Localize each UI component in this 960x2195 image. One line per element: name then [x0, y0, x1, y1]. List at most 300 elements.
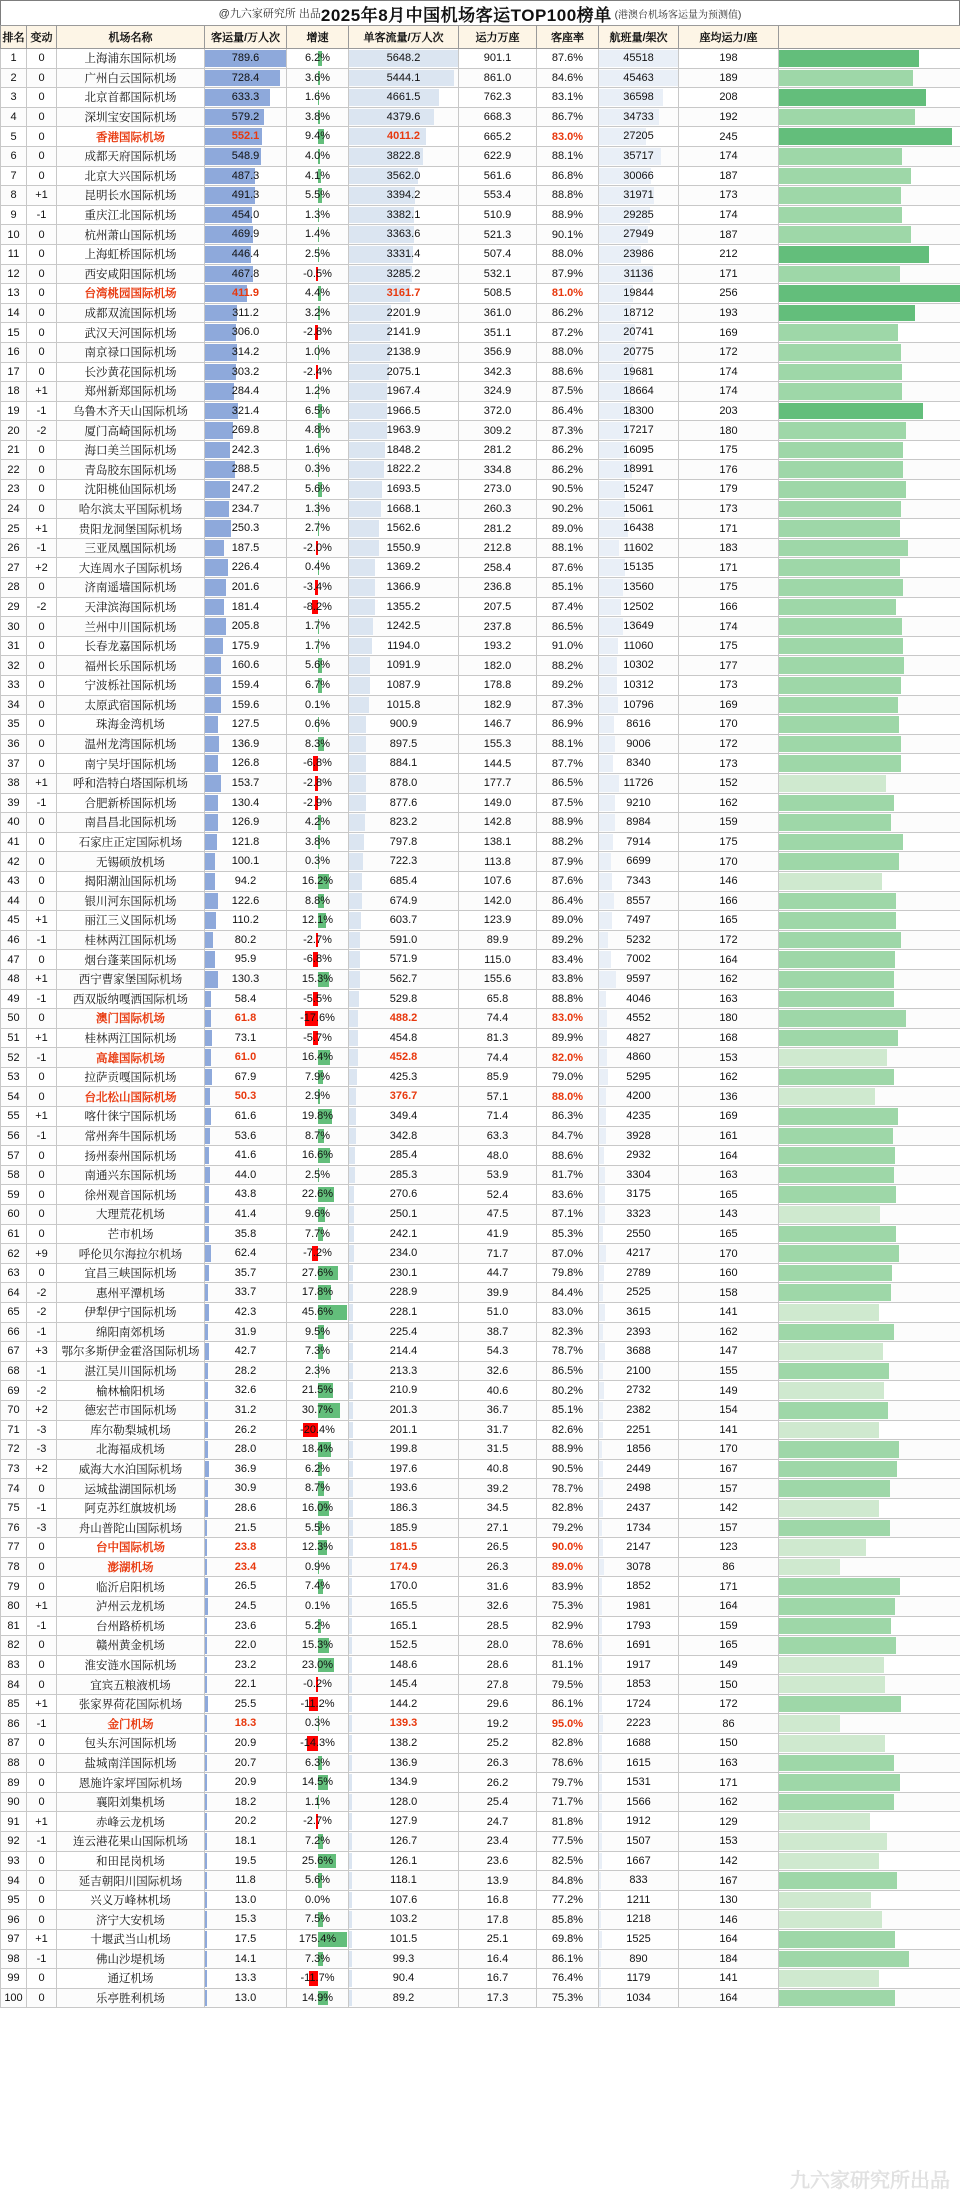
cell-seat-bar	[779, 1792, 960, 1812]
cell-load-factor: 80.2%	[537, 1381, 599, 1401]
cell-airport-name: 西双版纳嘎洒国际机场	[57, 989, 205, 1009]
cell-change: 0	[27, 1871, 57, 1891]
cell-flights: 5295	[599, 1067, 679, 1087]
cell-growth: 5.6%	[287, 656, 349, 676]
cell-change: +1	[27, 1812, 57, 1832]
table-row	[1, 303, 960, 323]
cell-capacity: 40.8	[459, 1459, 537, 1479]
cell-seat-bar	[779, 695, 960, 715]
cell-monthly-pax: 210.9	[349, 1381, 459, 1401]
cell-load-factor: 83.8%	[537, 969, 599, 989]
cell-monthly-pax: 152.5	[349, 1636, 459, 1656]
cell-passenger-volume: 28.2	[205, 1361, 287, 1381]
cell-seat-bar	[779, 1048, 960, 1068]
cell-flights: 7497	[599, 911, 679, 931]
cell-monthly-pax: 3382.1	[349, 205, 459, 225]
cell-capacity: 351.1	[459, 323, 537, 343]
cell-airport-name: 兴义万峰林机场	[57, 1890, 205, 1910]
table-header-row	[1, 26, 960, 49]
cell-rank: 59	[1, 1185, 27, 1205]
cell-flights: 31971	[599, 186, 679, 206]
cell-monthly-pax: 884.1	[349, 754, 459, 774]
cell-seats-per-flight: 164	[679, 1146, 779, 1166]
cell-change: 0	[27, 1224, 57, 1244]
cell-seat-bar	[779, 1440, 960, 1460]
cell-rank: 86	[1, 1714, 27, 1734]
cell-flights: 13649	[599, 617, 679, 637]
title-suffix: (港澳台机场客运量为预测值)	[614, 9, 742, 21]
cell-seats-per-flight: 189	[679, 68, 779, 88]
cell-capacity: 74.4	[459, 1009, 537, 1029]
cell-airport-name: 南宁吴圩国际机场	[57, 754, 205, 774]
cell-flights: 18712	[599, 303, 679, 323]
cell-airport-name: 包头东河国际机场	[57, 1734, 205, 1754]
cell-seats-per-flight: 149	[679, 1381, 779, 1401]
cell-load-factor: 83.6%	[537, 1185, 599, 1205]
cell-airport-name: 福州长乐国际机场	[57, 656, 205, 676]
cell-capacity: 17.8	[459, 1910, 537, 1930]
cell-monthly-pax: 1015.8	[349, 695, 459, 715]
cell-rank: 84	[1, 1675, 27, 1695]
cell-change: 0	[27, 244, 57, 264]
cell-seats-per-flight: 174	[679, 617, 779, 637]
cell-rank: 65	[1, 1303, 27, 1323]
cell-monthly-pax: 1087.9	[349, 676, 459, 696]
cell-passenger-volume: 226.4	[205, 558, 287, 578]
cell-rank: 41	[1, 832, 27, 852]
cell-capacity: 281.2	[459, 440, 537, 460]
cell-seats-per-flight: 162	[679, 969, 779, 989]
cell-passenger-volume: 159.6	[205, 695, 287, 715]
cell-capacity: 553.4	[459, 186, 537, 206]
cell-flights: 1034	[599, 1988, 679, 2008]
cell-monthly-pax: 1562.6	[349, 519, 459, 539]
cell-monthly-pax: 128.0	[349, 1792, 459, 1812]
cell-change: 0	[27, 891, 57, 911]
cell-seat-bar	[779, 1224, 960, 1244]
cell-passenger-volume: 35.7	[205, 1263, 287, 1283]
cell-growth: 0.6%	[287, 715, 349, 735]
cell-airport-name: 鄂尔多斯伊金霍洛国际机场	[57, 1342, 205, 1362]
cell-airport-name: 赤峰云龙机场	[57, 1812, 205, 1832]
cell-airport-name: 徐州观音国际机场	[57, 1185, 205, 1205]
cell-seat-bar	[779, 1459, 960, 1479]
cell-rank: 49	[1, 989, 27, 1009]
cell-rank: 15	[1, 323, 27, 343]
cell-passenger-volume: 18.2	[205, 1792, 287, 1812]
cell-seat-bar	[779, 1518, 960, 1538]
cell-capacity: 13.9	[459, 1871, 537, 1891]
cell-growth: -0.5%	[287, 264, 349, 284]
cell-capacity: 39.2	[459, 1479, 537, 1499]
cell-change: -1	[27, 1126, 57, 1146]
cell-passenger-volume: 13.0	[205, 1988, 287, 2008]
cell-seat-bar	[779, 1616, 960, 1636]
cell-change: 0	[27, 871, 57, 891]
cell-passenger-volume: 159.4	[205, 676, 287, 696]
cell-change: 0	[27, 734, 57, 754]
cell-passenger-volume: 20.9	[205, 1734, 287, 1754]
cell-seats-per-flight: 146	[679, 871, 779, 891]
cell-seat-bar	[779, 460, 960, 480]
cell-growth: 23.0%	[287, 1655, 349, 1675]
cell-capacity: 665.2	[459, 127, 537, 147]
cell-growth: 5.6%	[287, 1871, 349, 1891]
column-header-4: 增速	[287, 26, 349, 49]
cell-seat-bar	[779, 1675, 960, 1695]
cell-seat-bar	[779, 205, 960, 225]
cell-change: 0	[27, 480, 57, 500]
cell-capacity: 81.3	[459, 1028, 537, 1048]
cell-passenger-volume: 187.5	[205, 538, 287, 558]
cell-change: 0	[27, 852, 57, 872]
cell-seat-bar	[779, 1636, 960, 1656]
cell-flights: 1856	[599, 1440, 679, 1460]
cell-capacity: 23.6	[459, 1851, 537, 1871]
column-header-7: 客座率	[537, 26, 599, 49]
cell-rank: 11	[1, 244, 27, 264]
cell-flights: 7002	[599, 950, 679, 970]
cell-flights: 30066	[599, 166, 679, 186]
cell-change: 0	[27, 695, 57, 715]
cell-flights: 4827	[599, 1028, 679, 1048]
table-row	[1, 1322, 960, 1342]
cell-seat-bar	[779, 1087, 960, 1107]
cell-load-factor: 86.2%	[537, 303, 599, 323]
cell-flights: 11726	[599, 773, 679, 793]
cell-growth: 4.4%	[287, 284, 349, 304]
cell-passenger-volume: 579.2	[205, 107, 287, 127]
cell-growth: 2.9%	[287, 1087, 349, 1107]
title-main: 2025年8月中国机场客运TOP100榜单	[320, 5, 612, 25]
cell-airport-name: 伊犁伊宁国际机场	[57, 1303, 205, 1323]
cell-passenger-volume: 306.0	[205, 323, 287, 343]
cell-load-factor: 79.8%	[537, 1263, 599, 1283]
cell-load-factor: 87.6%	[537, 871, 599, 891]
cell-monthly-pax: 228.1	[349, 1303, 459, 1323]
cell-load-factor: 83.0%	[537, 127, 599, 147]
cell-seat-bar	[779, 1146, 960, 1166]
cell-airport-name: 桂林两江国际机场	[57, 1028, 205, 1048]
cell-change: -1	[27, 930, 57, 950]
cell-seats-per-flight: 150	[679, 1675, 779, 1695]
cell-capacity: 85.9	[459, 1067, 537, 1087]
cell-airport-name: 拉萨贡嘎国际机场	[57, 1067, 205, 1087]
cell-rank: 90	[1, 1792, 27, 1812]
cell-flights: 35717	[599, 146, 679, 166]
cell-monthly-pax: 4379.6	[349, 107, 459, 127]
cell-airport-name: 扬州泰州国际机场	[57, 1146, 205, 1166]
cell-airport-name: 张家界荷花国际机场	[57, 1694, 205, 1714]
table-row	[1, 127, 960, 147]
cell-flights: 8340	[599, 754, 679, 774]
table-row	[1, 440, 960, 460]
cell-load-factor: 83.9%	[537, 1577, 599, 1597]
cell-capacity: 146.7	[459, 715, 537, 735]
cell-seat-bar	[779, 1322, 960, 1342]
column-header-0: 排名	[1, 26, 27, 49]
cell-passenger-volume: 42.7	[205, 1342, 287, 1362]
cell-load-factor: 88.2%	[537, 832, 599, 852]
table-row	[1, 911, 960, 931]
table-row	[1, 68, 960, 88]
cell-capacity: 53.9	[459, 1165, 537, 1185]
cell-capacity: 25.1	[459, 1930, 537, 1950]
cell-passenger-volume: 20.9	[205, 1773, 287, 1793]
cell-change: 0	[27, 715, 57, 735]
cell-seat-bar	[779, 911, 960, 931]
cell-seat-bar	[779, 969, 960, 989]
cell-passenger-volume: 95.9	[205, 950, 287, 970]
table-row	[1, 1028, 960, 1048]
cell-change: 0	[27, 107, 57, 127]
cell-change: -1	[27, 1322, 57, 1342]
cell-passenger-volume: 23.4	[205, 1557, 287, 1577]
cell-passenger-volume: 728.4	[205, 68, 287, 88]
cell-load-factor: 78.7%	[537, 1342, 599, 1362]
cell-seats-per-flight: 183	[679, 538, 779, 558]
cell-rank: 19	[1, 401, 27, 421]
cell-seats-per-flight: 129	[679, 1812, 779, 1832]
cell-change: +1	[27, 911, 57, 931]
cell-load-factor: 89.9%	[537, 1028, 599, 1048]
table-row	[1, 636, 960, 656]
cell-monthly-pax: 3562.0	[349, 166, 459, 186]
cell-passenger-volume: 80.2	[205, 930, 287, 950]
cell-load-factor: 84.7%	[537, 1126, 599, 1146]
cell-seat-bar	[779, 1851, 960, 1871]
cell-passenger-volume: 23.6	[205, 1616, 287, 1636]
cell-growth: 21.5%	[287, 1381, 349, 1401]
cell-rank: 39	[1, 793, 27, 813]
cell-monthly-pax: 193.6	[349, 1479, 459, 1499]
cell-airport-name: 佛山沙堤机场	[57, 1949, 205, 1969]
cell-seat-bar	[779, 1890, 960, 1910]
cell-seats-per-flight: 164	[679, 950, 779, 970]
cell-capacity: 26.3	[459, 1557, 537, 1577]
cell-flights: 2223	[599, 1714, 679, 1734]
cell-growth: 3.8%	[287, 832, 349, 852]
cell-change: +9	[27, 1244, 57, 1264]
cell-airport-name: 长春龙嘉国际机场	[57, 636, 205, 656]
table-row	[1, 715, 960, 735]
cell-rank: 63	[1, 1263, 27, 1283]
cell-growth: 3.6%	[287, 68, 349, 88]
cell-seat-bar	[779, 107, 960, 127]
cell-airport-name: 宜昌三峡国际机场	[57, 1263, 205, 1283]
cell-airport-name: 兰州中川国际机场	[57, 617, 205, 637]
cell-change: 0	[27, 1577, 57, 1597]
cell-flights: 19844	[599, 284, 679, 304]
cell-capacity: 74.4	[459, 1048, 537, 1068]
table-row	[1, 1812, 960, 1832]
cell-change: 0	[27, 1557, 57, 1577]
cell-growth: 2.3%	[287, 1361, 349, 1381]
cell-change: +1	[27, 1596, 57, 1616]
cell-load-factor: 89.0%	[537, 911, 599, 931]
cell-growth: 8.7%	[287, 1479, 349, 1499]
cell-passenger-volume: 61.6	[205, 1107, 287, 1127]
cell-growth: 6.3%	[287, 1753, 349, 1773]
cell-change: 0	[27, 1009, 57, 1029]
cell-seats-per-flight: 192	[679, 107, 779, 127]
cell-monthly-pax: 101.5	[349, 1930, 459, 1950]
cell-capacity: 71.7	[459, 1244, 537, 1264]
cell-airport-name: 宜宾五粮液机场	[57, 1675, 205, 1695]
cell-growth: 6.5%	[287, 401, 349, 421]
cell-growth: -2.8%	[287, 773, 349, 793]
cell-airport-name: 威海大水泊国际机场	[57, 1459, 205, 1479]
cell-change: 0	[27, 1851, 57, 1871]
cell-growth: 45.6%	[287, 1303, 349, 1323]
cell-change: 0	[27, 225, 57, 245]
cell-rank: 29	[1, 597, 27, 617]
cell-flights: 29285	[599, 205, 679, 225]
cell-rank: 16	[1, 342, 27, 362]
cell-seat-bar	[779, 989, 960, 1009]
cell-monthly-pax: 126.1	[349, 1851, 459, 1871]
table-row	[1, 401, 960, 421]
cell-rank: 92	[1, 1832, 27, 1852]
cell-passenger-volume: 62.4	[205, 1244, 287, 1264]
cell-passenger-volume: 136.9	[205, 734, 287, 754]
cell-load-factor: 79.2%	[537, 1518, 599, 1538]
cell-passenger-volume: 14.1	[205, 1949, 287, 1969]
cell-capacity: 177.7	[459, 773, 537, 793]
cell-monthly-pax: 2141.9	[349, 323, 459, 343]
cell-load-factor: 82.3%	[537, 1322, 599, 1342]
cell-airport-name: 盐城南洋国际机场	[57, 1753, 205, 1773]
cell-flights: 7343	[599, 871, 679, 891]
cell-airport-name: 通辽机场	[57, 1969, 205, 1989]
cell-seat-bar	[779, 127, 960, 147]
cell-rank: 17	[1, 362, 27, 382]
cell-airport-name: 呼伦贝尔海拉尔机场	[57, 1244, 205, 1264]
cell-monthly-pax: 1091.9	[349, 656, 459, 676]
table-row	[1, 244, 960, 264]
cell-flights: 2498	[599, 1479, 679, 1499]
table-row	[1, 1479, 960, 1499]
cell-passenger-volume: 201.6	[205, 578, 287, 598]
cell-rank: 20	[1, 421, 27, 441]
cell-seat-bar	[779, 1009, 960, 1029]
cell-load-factor: 75.3%	[537, 1988, 599, 2008]
cell-growth: 1.2%	[287, 382, 349, 402]
column-header-2: 机场名称	[57, 26, 205, 49]
cell-monthly-pax: 199.8	[349, 1440, 459, 1460]
cell-growth: 1.7%	[287, 617, 349, 637]
cell-passenger-volume: 28.0	[205, 1440, 287, 1460]
cell-change: +1	[27, 969, 57, 989]
cell-passenger-volume: 32.6	[205, 1381, 287, 1401]
cell-seats-per-flight: 165	[679, 1636, 779, 1656]
cell-seats-per-flight: 168	[679, 1028, 779, 1048]
cell-seats-per-flight: 179	[679, 480, 779, 500]
cell-seat-bar	[779, 676, 960, 696]
table-row	[1, 49, 960, 69]
cell-seat-bar	[779, 1832, 960, 1852]
cell-change: 0	[27, 1890, 57, 1910]
cell-capacity: 178.8	[459, 676, 537, 696]
cell-load-factor: 83.0%	[537, 1303, 599, 1323]
table-row	[1, 852, 960, 872]
cell-flights: 20741	[599, 323, 679, 343]
cell-change: 0	[27, 1773, 57, 1793]
cell-monthly-pax: 234.0	[349, 1244, 459, 1264]
cell-passenger-volume: 311.2	[205, 303, 287, 323]
cell-passenger-volume: 789.6	[205, 49, 287, 69]
cell-capacity: 27.8	[459, 1675, 537, 1695]
cell-load-factor: 83.1%	[537, 88, 599, 108]
cell-capacity: 281.2	[459, 519, 537, 539]
cell-rank: 81	[1, 1616, 27, 1636]
cell-capacity: 25.4	[459, 1792, 537, 1812]
cell-load-factor: 86.8%	[537, 166, 599, 186]
table-row	[1, 930, 960, 950]
cell-seats-per-flight: 164	[679, 1596, 779, 1616]
cell-monthly-pax: 145.4	[349, 1675, 459, 1695]
cell-flights: 9210	[599, 793, 679, 813]
cell-airport-name: 库尔勒梨城机场	[57, 1420, 205, 1440]
cell-seats-per-flight: 157	[679, 1518, 779, 1538]
cell-seats-per-flight: 174	[679, 146, 779, 166]
cell-load-factor: 88.6%	[537, 362, 599, 382]
cell-change: 0	[27, 362, 57, 382]
cell-load-factor: 81.0%	[537, 284, 599, 304]
cell-load-factor: 88.8%	[537, 989, 599, 1009]
cell-passenger-volume: 31.9	[205, 1322, 287, 1342]
cell-seat-bar	[779, 440, 960, 460]
cell-airport-name: 北京首都国际机场	[57, 88, 205, 108]
table-row	[1, 754, 960, 774]
cell-rank: 67	[1, 1342, 27, 1362]
cell-capacity: 24.7	[459, 1812, 537, 1832]
cell-airport-name: 绵阳南郊机场	[57, 1322, 205, 1342]
cell-seats-per-flight: 150	[679, 1734, 779, 1754]
cell-passenger-volume: 61.0	[205, 1048, 287, 1068]
cell-change: 0	[27, 127, 57, 147]
cell-seat-bar	[779, 244, 960, 264]
cell-capacity: 123.9	[459, 911, 537, 931]
cell-growth: -7.2%	[287, 1244, 349, 1264]
cell-monthly-pax: 1967.4	[349, 382, 459, 402]
cell-seats-per-flight: 167	[679, 1459, 779, 1479]
cell-passenger-volume: 26.5	[205, 1577, 287, 1597]
cell-capacity: 16.7	[459, 1969, 537, 1989]
cell-rank: 9	[1, 205, 27, 225]
cell-load-factor: 86.5%	[537, 617, 599, 637]
cell-rank: 44	[1, 891, 27, 911]
table-row	[1, 1616, 960, 1636]
cell-change: 0	[27, 264, 57, 284]
cell-seat-bar	[779, 1263, 960, 1283]
cell-flights: 1525	[599, 1930, 679, 1950]
cell-rank: 72	[1, 1440, 27, 1460]
cell-passenger-volume: 20.7	[205, 1753, 287, 1773]
cell-airport-name: 杭州萧山国际机场	[57, 225, 205, 245]
cell-airport-name: 西安咸阳国际机场	[57, 264, 205, 284]
cell-capacity: 32.6	[459, 1596, 537, 1616]
cell-capacity: 26.3	[459, 1753, 537, 1773]
cell-passenger-volume: 44.0	[205, 1165, 287, 1185]
cell-load-factor: 90.5%	[537, 480, 599, 500]
cell-capacity: 48.0	[459, 1146, 537, 1166]
cell-monthly-pax: 3161.7	[349, 284, 459, 304]
cell-airport-name: 襄阳刘集机场	[57, 1792, 205, 1812]
cell-change: +2	[27, 1400, 57, 1420]
cell-growth: 15.3%	[287, 1636, 349, 1656]
cell-change: 0	[27, 1146, 57, 1166]
